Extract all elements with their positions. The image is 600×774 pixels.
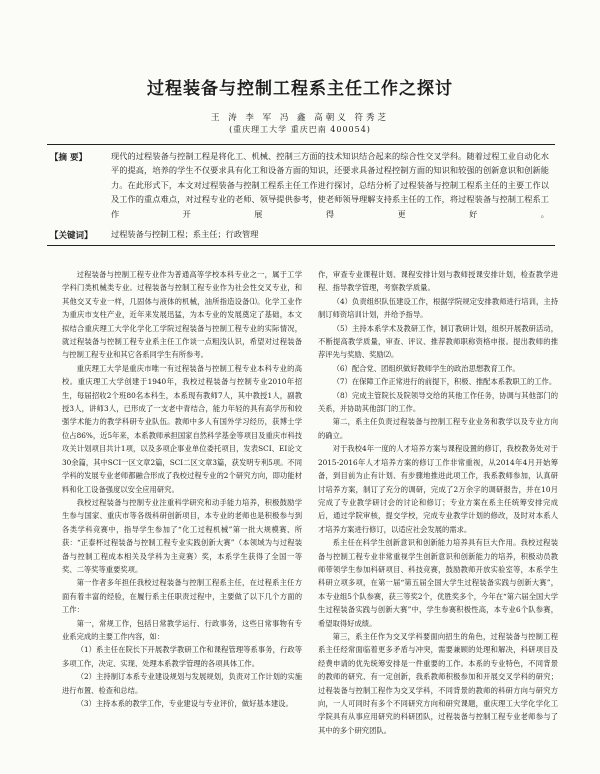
paragraph: （2）主持制订本系专业建设规划与发展规划，负责对工作计划的实施进行布置、检查和总结。	[62, 672, 302, 695]
abstract-text: 现代的过程装备与控制工程是将化工、机械、控制三方面的技术知识结合起来的综合性交叉学科。随着过程工业自动化水平的提高，培养的学生不仅要求具有化工和设备方面的知识，还要求具备过程控制方面的知识和较强的创新意识和创新能力。在此形式下，本文对过程装备与控制工程系主任工作进行探讨，总结分析了过程装备与控制工程系主任的主要工作以及工作的重点难点，对过程专业的老师、领导提供参考，使老师领导理解支持系主任的工作，将过程装备与控制工程系工作开展得更好。	[111, 151, 549, 219]
paragraph: （4）负责组织队伍建设工作，根据学院规定安排教师进行培训，主持制订师资培训计划，并给予指导。	[318, 296, 558, 320]
paragraph: 重庆理工大学是重庆市唯一有过程装备与控制工程专业本科专业的高校。重庆理工大学创建于1940年，我校过程装备与控制专业2010年招生，每届招收2个班80名本科生，本系现有教师7人，其中教授1人，副教授3人，讲师3人，已形成了一支老中青结合，能力年轻的具有高学历和较强学术能力的教学科研专业队伍。教师中多人有国外学习经历，获博士学位占86%，近5年来，本系教师承担国家自然科学基金等项目及重庆市科技攻关计划项目共计1项，以及多项企事业单位委托项目，发表SCI、EI论文30余篇，其中SCI一区文章2篇，SCI二区文章3篇，获发明专利5项。不同学科的发展专业老师都融合形成了我校过程专业的2个研究方向，即功能材料和化工设备强度以安全应用研究。	[62, 363, 302, 494]
paper-title: 过程装备与控制工程系主任工作之探讨	[147, 79, 453, 99]
paragraph: （3）主持本系的教学工作，专业建设与专业评价，做好基本建设。	[76, 699, 293, 708]
paragraph: 第一，常规工作，包括日常教学运行、行政事务，这些日常事物有专业系完成的主要工作内容，如：	[62, 618, 302, 641]
paragraph: 我校过程装备与控制专业注重科学研究和动手能力培养，积极鼓励学生参与国家、重庆市等各级科研创新项目，本专业的老师也是积极参与到各类学科竞赛中，指导学生参加了“化工过程机械”第一批大规模赛、所获：“正泰杯过程装备与控制工程专业实践创新大赛”（本领域为与过程装备与控制工程成本相关及学科为主竞赛）奖，本系学生获得了全国一等奖、二等奖等重要奖项。	[62, 497, 302, 574]
keywords-label: 【关键词】	[50, 231, 93, 241]
abstract-box	[47, 144, 555, 246]
paragraph: 第三，系主任作为交叉学科要面向招生的角色，过程装备与控制工程系主任经常面临着更多矛盾与冲突，需要兼顾的处理和解决，科研项目及经费申请的优先统筹安排是一件重要的工作。本系的专业特色，不同背景的教师的研究、有一定创新，我系教师积极参加和开展交叉学科的研究；过程装备与控制工程作为交叉学科，不同背景的教师的科研方向与研究方向，一人可同时有多个不同研究方向和研究课题，重庆理工大学化学化工学院具有从事应用研究的科研团队，过程装备与控制工程专业老师参与了其中的多个研究团队。	[318, 631, 558, 735]
paragraph: （6）配合党、团组织做好教师学生的政治思想教育工作。	[332, 363, 520, 373]
paragraph: 对于我校4年一度的人才培养方案与课程设置的修订，我校教务处对于2015-2016年人才培养方案的修订工作非常重视，从2014年4月开始筹备，到目前为止有计划、有步骤地推进此项工作，我系教师参加，认真研讨培养方案，制订了充分的调研，完成了2万余字的调研报告，并在10月完成了专业教学研讨会的讨论和修订；专业方案在系主任统筹安排完成后，通过学院审核，提交学校，完成专业教学计划的修改，及时对本系人才培养方案进行修订，以适应社会发展的需求。	[318, 444, 558, 534]
right-column	[318, 268, 558, 737]
paragraph: 第二，系主任负责过程装备与控制工程专业业务和教学以及专业方向的确立。	[318, 417, 558, 440]
left-column	[62, 268, 302, 710]
paragraph: 第一作者多年担任我校过程装备与控制工程系主任，在过程系主任方面有着丰富的经验，在履行系主任职责过程中，主要做了以下几个方面的工作：	[62, 578, 302, 615]
paragraph: 系主任在科学生创新意识和创新能力培养具有巨大作用。我校过程装备与控制工程专业非常重视学生创新意识和创新能力的培养，积极动员教师带领学生参加科研项目、科技竞赛，鼓励教师开放实验室等，本系学生科研立项多项，在第一届“第五届全国大学生过程装备实践与创新大赛”，本专业组5个队参赛，获三等奖2个，优胜奖多个，今年在“第六届全国大学生过程装备实践与创新大赛”中，学生参赛积极性高，本专业6个队参赛，希望取得好成绩。	[318, 538, 558, 628]
keywords-text: 过程装备与控制工程；系主任；行政管理	[111, 229, 259, 239]
paragraph: （5）主持本系学术及教研工作，制订教研计划，组织开展教研活动，不断提高教学质量，审查、评议、推荐教师职称资格申报。提出教师的推荐评先与奖励、奖励⑵。	[318, 323, 558, 360]
paragraph: （8）完成主管院长及院领导交给的其他工作任务，协调与其他部门的关系，并协助其他部门的工作。	[318, 390, 558, 414]
paragraph: 过程装备与控制工程专业作为普通高等学校本科专业之一，属于工学学科门类机械类专业。过程装备与控制工程专业作为社会性交叉专业，和其他交叉专业一样，几固体与液体的机械，油所指造设备⑴。化学工业作为重庆市支柱产业，近年来发展迅猛，为本专业的发展奠定了基础，本文拟结合重庆理工大学化学化工学院过程装备与控制工程专业的实际情况，就过程装备与控制工程专业系主任工作谈一点粗浅认识，希望对过程装备与控制工程专业和其它各系同学生有所参考。	[62, 270, 302, 360]
abstract-label: 【摘 要】	[50, 153, 87, 163]
paragraph: （1）系主任在院长下开展教学教研工作和课程管理等系事务，行政等多项工作，决定、实现、处理本系教学管理的各项具体工作。	[62, 645, 302, 668]
paragraph: （7）在保障工作正常进行的前提下，积极、推配本系教职工的工作。	[332, 377, 557, 387]
affiliation: (重庆理工大学 重庆巴南 400054)	[229, 125, 371, 134]
paragraph: 作，审查专业课程计划、课程安排计划与教师授课安排计划，检查教学进程、指导教学管理，考察教学质量。	[318, 270, 558, 293]
authors: 王 涛 李 军 冯 鑫 高朝义 符秀芝	[211, 113, 389, 123]
